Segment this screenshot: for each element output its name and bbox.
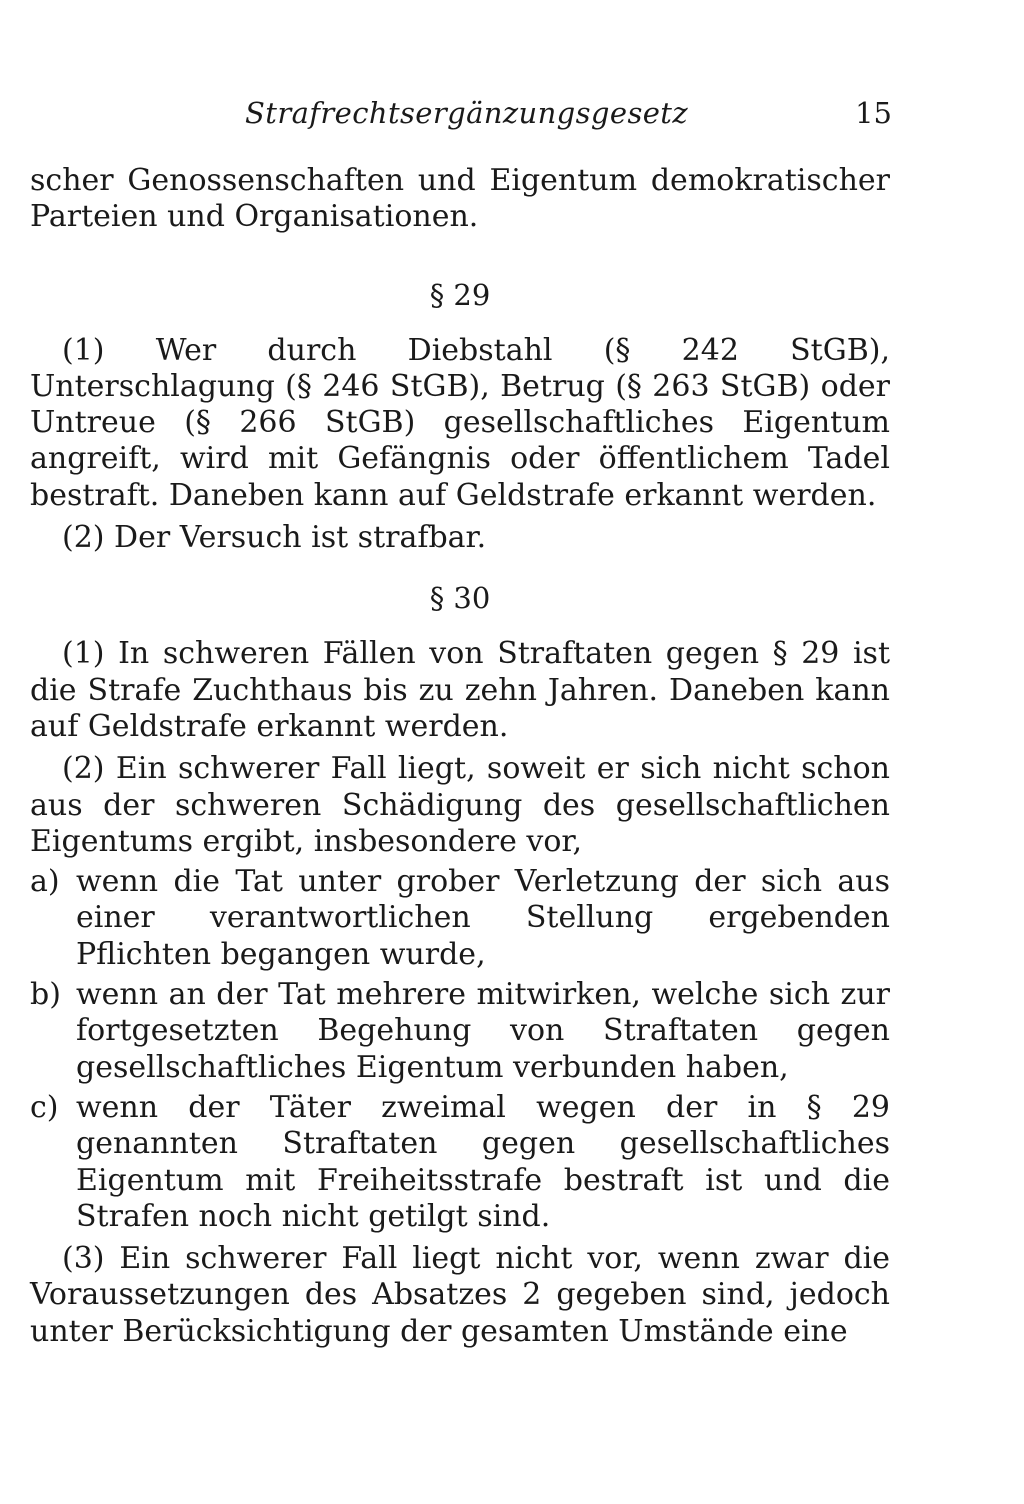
section-30-paragraph-1: (1) In schweren Fällen von Straftaten gegen § 29 ist die Strafe Zuchthaus bis zu zehn Jahren. Daneben kann auf Geldstrafe erkannt werden. [30,636,890,744]
intro-paragraph: scher Genossenschaften und Eigentum demokratischer Parteien und Organisationen. [30,163,890,235]
list-marker: c) [30,1089,59,1125]
page-number: 15 [855,96,892,130]
section-30-list [30,864,890,1235]
page-body [30,163,890,1350]
section-29-paragraph-1: (1) Wer durch Diebstahl (§ 242 StGB), Unterschlagung (§ 246 StGB), Betrug (§ 263 StGB) oder Untreue (§ 266 StGB) gesellschaftliches Eigentum angreift, wird mit Gefängnis oder öffentlichem Tadel bestraft. Daneben kann auf Geldstrafe erkannt werden. [30,332,890,513]
page-header [30,96,892,140]
list-item [30,977,890,1086]
list-marker: a) [30,864,60,900]
section-29-paragraph-2: (2) Der Versuch ist strafbar. [62,520,487,556]
section-30-heading: § 30 [429,581,491,616]
section-30-paragraph-2: (2) Ein schwerer Fall liegt, soweit er sich nicht schon aus der schweren Schädigung des gesellschaftlichen Eigentums ergibt, insbesondere vor, [30,751,890,859]
list-item [30,864,890,973]
section-30-paragraph-3: (3) Ein schwerer Fall liegt nicht vor, wenn zwar die Voraussetzungen des Absatzes 2 gegeben sind, jedoch unter Berücksichtigung der gesamten Umstände eine [30,1241,890,1349]
running-title: Strafrechtsergänzungsgesetz [245,96,689,130]
list-item [30,1090,890,1235]
section-29-heading: § 29 [429,277,491,312]
list-text: wenn an der Tat mehrere mitwirken, welche sich zur fortgesetzten Begehung von Straftaten gegen gesellschaftliches Eigentum verbunden haben, [76,977,890,1085]
list-text: wenn die Tat unter grober Verletzung der sich aus einer verantwortlichen Stellung ergebenden Pflichten begangen wurde, [76,864,890,972]
list-text: wenn der Täter zweimal wegen der in § 29 genannten Straftaten gegen gesellschaftliches Eigentum mit Freiheitsstrafe bestraft ist und die Strafen noch nicht getilgt sind. [76,1089,890,1234]
list-marker: b) [30,977,61,1013]
